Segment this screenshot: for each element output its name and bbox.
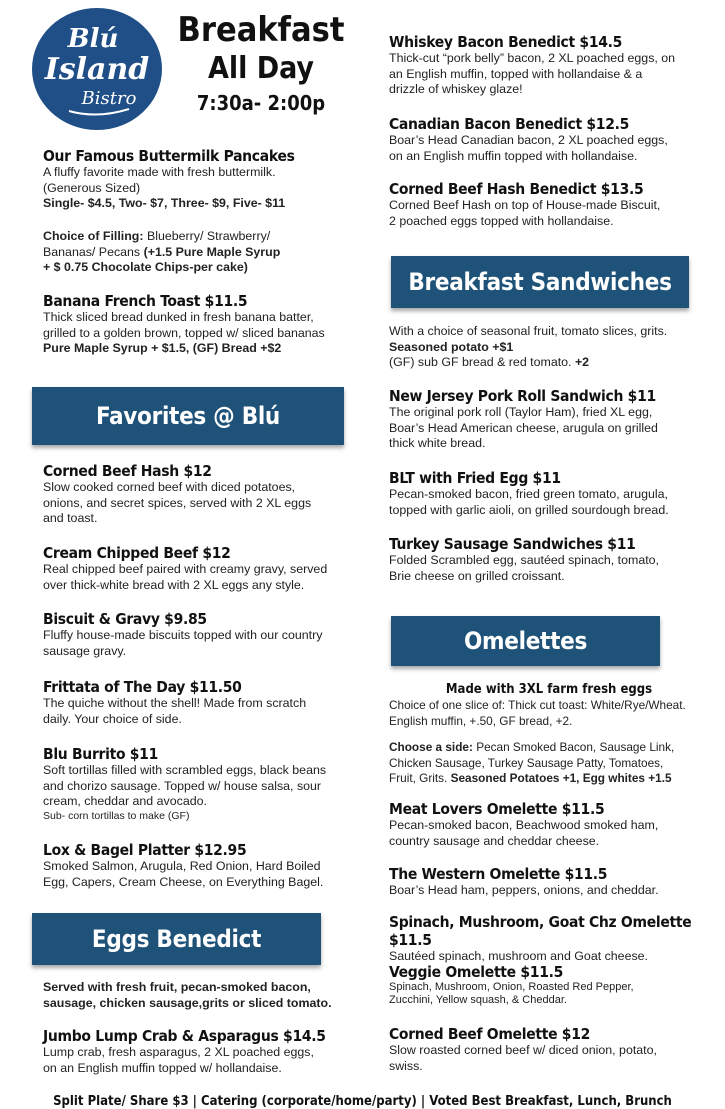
menu-item	[389, 387, 709, 452]
breakfast-sandwiches-banner	[391, 256, 689, 308]
menu-item-desc: daily. Your choice of side.	[43, 711, 182, 726]
menu-item-desc: The quiche without the shell! Made from scratch	[43, 696, 307, 710]
menu-item-desc: (Generous Sized)	[43, 180, 141, 195]
menu-item-name: Corned Beef Hash Benedict $13.5	[389, 180, 644, 198]
menu-item	[389, 33, 709, 98]
section-title: Eggs Benedict	[91, 925, 262, 953]
menu-item-desc: and chorizo sausage. Topped w/ house salsa, sour	[43, 778, 322, 793]
menu-item	[43, 544, 363, 593]
section-intro: English muffin, +.50, GF bread, +2.	[389, 713, 573, 728]
section-intro: Served with fresh fruit, pecan-smoked bacon,	[43, 980, 311, 994]
filling-text: Blueberry/ Strawberry/	[143, 229, 271, 243]
section-title: Breakfast Sandwiches	[408, 268, 672, 296]
menu-item-desc: Real chipped beef paired with creamy gravy, served	[43, 562, 328, 576]
side-text: Pecan Smoked Bacon, Sausage Link,	[472, 740, 675, 754]
menu-item-name: Corned Beef Hash $12	[43, 462, 212, 480]
menu-item-desc: Thick sliced bread dunked in fresh banana batter,	[43, 310, 314, 324]
menu-item-name: Corned Beef Omelette $12	[389, 1025, 591, 1043]
menu-item-desc: Pure Maple Syrup + $1.5, (GF) Bread +$2	[43, 341, 282, 356]
menu-item-desc: Soft tortillas filled with scrambled eggs, black beans	[43, 763, 327, 777]
menu-item-desc: Slow roasted corned beef w/ diced onion, potato,	[389, 1043, 657, 1057]
menu-item-name: Turkey Sausage Sandwiches $11	[389, 535, 636, 553]
eggs-benedict-banner	[32, 913, 321, 965]
section-title: Favorites @ Blú	[95, 402, 281, 430]
blu-island-bistro-logo	[31, 7, 163, 131]
filling-syrup: (+1.5 Pure Maple Syrup	[143, 244, 281, 259]
menu-item	[389, 115, 709, 164]
menu-item-desc: 2 poached eggs topped with hollandaise.	[389, 213, 614, 228]
menu-item	[43, 678, 363, 727]
menu-item-desc: Pecan-smoked bacon, fried green tomato, arugula,	[389, 487, 668, 501]
menu-item-desc: Smoked Salmon, Arugula, Red Onion, Hard Boiled	[43, 859, 321, 873]
menu-item-desc: Fluffy house-made biscuits topped with our country	[43, 628, 323, 642]
menu-item-desc: Sautéed spinach, mushroom and Goat cheese.	[389, 949, 648, 963]
logo-text-bistro: Bistro	[81, 88, 137, 109]
menu-item-name: BLT with Fried Egg $11	[389, 469, 561, 487]
menu-item	[43, 1027, 363, 1076]
section-intro: sausage, chicken sausage,grits or sliced tomato.	[43, 995, 332, 1010]
menu-item	[43, 745, 363, 823]
menu-item	[389, 963, 709, 1007]
menu-item	[389, 469, 709, 518]
menu-header	[176, 10, 346, 118]
menu-item-name: Jumbo Lump Crab & Asparagus $14.5	[43, 1027, 326, 1045]
benedict-intro	[43, 980, 363, 1011]
omelette-sides	[389, 740, 709, 787]
menu-item-desc: grilled to a golden brown, topped w/ sliced bananas	[43, 325, 325, 340]
menu-item-name: Lox & Bagel Platter $12.95	[43, 841, 247, 859]
menu-item-name: Blu Burrito $11	[43, 745, 158, 763]
menu-subtitle: All Day	[207, 51, 315, 86]
side-text: Chicken Sausage, Turkey Sausage Patty, Tomatoes,	[389, 755, 664, 770]
menu-item-name: Biscuit & Gravy $9.85	[43, 610, 207, 628]
omelettes-banner	[391, 616, 660, 666]
favorites-banner	[32, 387, 344, 445]
section-intro: Choice of one slice of: Thick cut toast: White/Rye/Wheat.	[389, 698, 686, 712]
logo-text-island: Island	[44, 52, 150, 87]
menu-item-desc: The original pork roll (Taylor Ham), fried XL egg,	[389, 405, 653, 419]
menu-hours: 7:30a- 2:00p	[196, 91, 326, 115]
menu-item-desc: and toast.	[43, 511, 98, 526]
menu-item-desc: on an English muffin topped w/ hollandaise.	[43, 1060, 282, 1075]
sandwich-intro	[389, 324, 709, 371]
menu-item-name: Banana French Toast $11.5	[43, 292, 248, 310]
menu-item-desc: Slow cooked corned beef with diced potatoes,	[43, 480, 296, 494]
menu-item-desc: on an English muffin topped with hollandaise.	[389, 148, 638, 163]
menu-item-desc: drizzle of whiskey glaze!	[389, 82, 523, 97]
menu-item-name: Cream Chipped Beef $12	[43, 544, 231, 562]
side-label: Choose a side:	[389, 740, 473, 754]
menu-item-desc: Folded Scrambled egg, sautéed spinach, tomato,	[389, 553, 660, 567]
menu-item-name: Veggie Omelette $11.5	[389, 963, 563, 981]
menu-item-desc: an English muffin, topped with hollandaise & a	[389, 66, 643, 81]
menu-item-desc: sausage gravy.	[43, 643, 127, 658]
menu-item-desc: A fluffy favorite made with fresh buttermilk.	[43, 165, 276, 179]
menu-item-name: New Jersey Pork Roll Sandwich $11	[389, 387, 656, 405]
menu-item-prices: Single- $4.5, Two- $7, Three- $9, Five- $11	[43, 196, 286, 211]
menu-item	[389, 865, 709, 899]
menu-footer: Split Plate/ Share $3 | Catering (corporate/home/party) | Voted Best Breakfast, Lunch, Brunch	[53, 1094, 672, 1109]
menu-item-desc: Lump crab, fresh asparagus, 2 XL poached eggs,	[43, 1045, 314, 1059]
menu-item	[43, 610, 363, 659]
menu-item-desc: onions, and secret spices, served with 2 XL eggs	[43, 495, 312, 510]
menu-item-desc: Spinach, Mushroom, Onion, Roasted Red Pepper,	[389, 981, 634, 993]
menu-item-desc: thick white bread.	[389, 436, 486, 451]
menu-item-desc: cream, cheddar and avocado.	[43, 794, 207, 809]
menu-item-desc: Boar’s Head ham, peppers, onions, and cheddar.	[389, 883, 659, 897]
menu-item-pancakes	[43, 147, 363, 212]
menu-item-desc: Boar’s Head American cheese, arugula on grilled	[389, 420, 658, 435]
menu-title: Breakfast	[177, 10, 345, 50]
menu-item-desc: Zucchini, Yellow squash, & Cheddar.	[389, 994, 567, 1006]
menu-item	[43, 462, 363, 527]
menu-item-name: The Western Omelette $11.5	[389, 865, 608, 883]
pancake-fillings	[43, 229, 363, 276]
menu-item-desc: country sausage and cheddar cheese.	[389, 833, 600, 848]
section-intro: With a choice of seasonal fruit, tomato slices, grits.	[389, 324, 668, 338]
menu-item-desc: Thick-cut “pork belly” bacon, 2 XL poached eggs, on	[389, 51, 676, 65]
filling-label: Choice of Filling:	[43, 229, 144, 243]
section-intro: Seasoned potato +$1	[389, 339, 514, 354]
menu-item-desc: Pecan-smoked bacon, Beachwood smoked ham,	[389, 818, 659, 832]
logo-text-blu: Blú	[67, 24, 119, 54]
menu-item-note: Sub- corn tortillas to make (GF)	[43, 809, 190, 822]
menu-item-name: Frittata of The Day $11.50	[43, 678, 242, 696]
menu-item-name: Canadian Bacon Benedict $12.5	[389, 115, 630, 133]
section-intro: (GF) sub GF bread & red tomato.	[389, 355, 575, 370]
omelette-intro	[389, 681, 709, 729]
filling-chips: + $ 0.75 Chocolate Chips-per cake)	[43, 260, 248, 275]
menu-item-desc: Boar’s Head Canadian bacon, 2 XL poached eggs,	[389, 133, 668, 147]
menu-item-desc: over thick-white bread with 2 XL eggs any style.	[43, 577, 305, 592]
section-intro: +2	[574, 355, 590, 370]
menu-item-name: Our Famous Buttermilk Pancakes	[43, 147, 295, 165]
menu-item	[389, 913, 709, 965]
menu-item-name: Meat Lovers Omelette $11.5	[389, 800, 605, 818]
filling-text: Bananas/ Pecans	[43, 244, 144, 259]
menu-item-desc: swiss.	[389, 1058, 423, 1073]
menu-item-name: Whiskey Bacon Benedict $14.5	[389, 33, 623, 51]
side-text: Fruit, Grits.	[389, 771, 451, 786]
menu-item-banana-toast	[43, 292, 363, 357]
menu-item-desc: topped with garlic aioli, on grilled sourdough bread.	[389, 502, 669, 517]
menu-item	[389, 1025, 709, 1074]
menu-item	[389, 535, 709, 584]
section-title: Omelettes	[464, 627, 587, 655]
menu-item	[43, 841, 363, 890]
side-extra: Seasoned Potatoes +1, Egg whites +1.5	[450, 771, 672, 786]
menu-item	[389, 180, 709, 229]
menu-item-name: Spinach, Mushroom, Goat Chz Omelette $11.5	[389, 913, 692, 949]
menu-item-desc: Corned Beef Hash on top of House-made Biscuit,	[389, 198, 661, 212]
menu-item-desc: Brie cheese on grilled croissant.	[389, 568, 565, 583]
menu-item	[389, 800, 709, 849]
omelette-intro-title: Made with 3XL farm fresh eggs	[445, 682, 653, 697]
menu-item-desc: Egg, Capers, Cream Cheese, on Everything Bagel.	[43, 874, 324, 889]
